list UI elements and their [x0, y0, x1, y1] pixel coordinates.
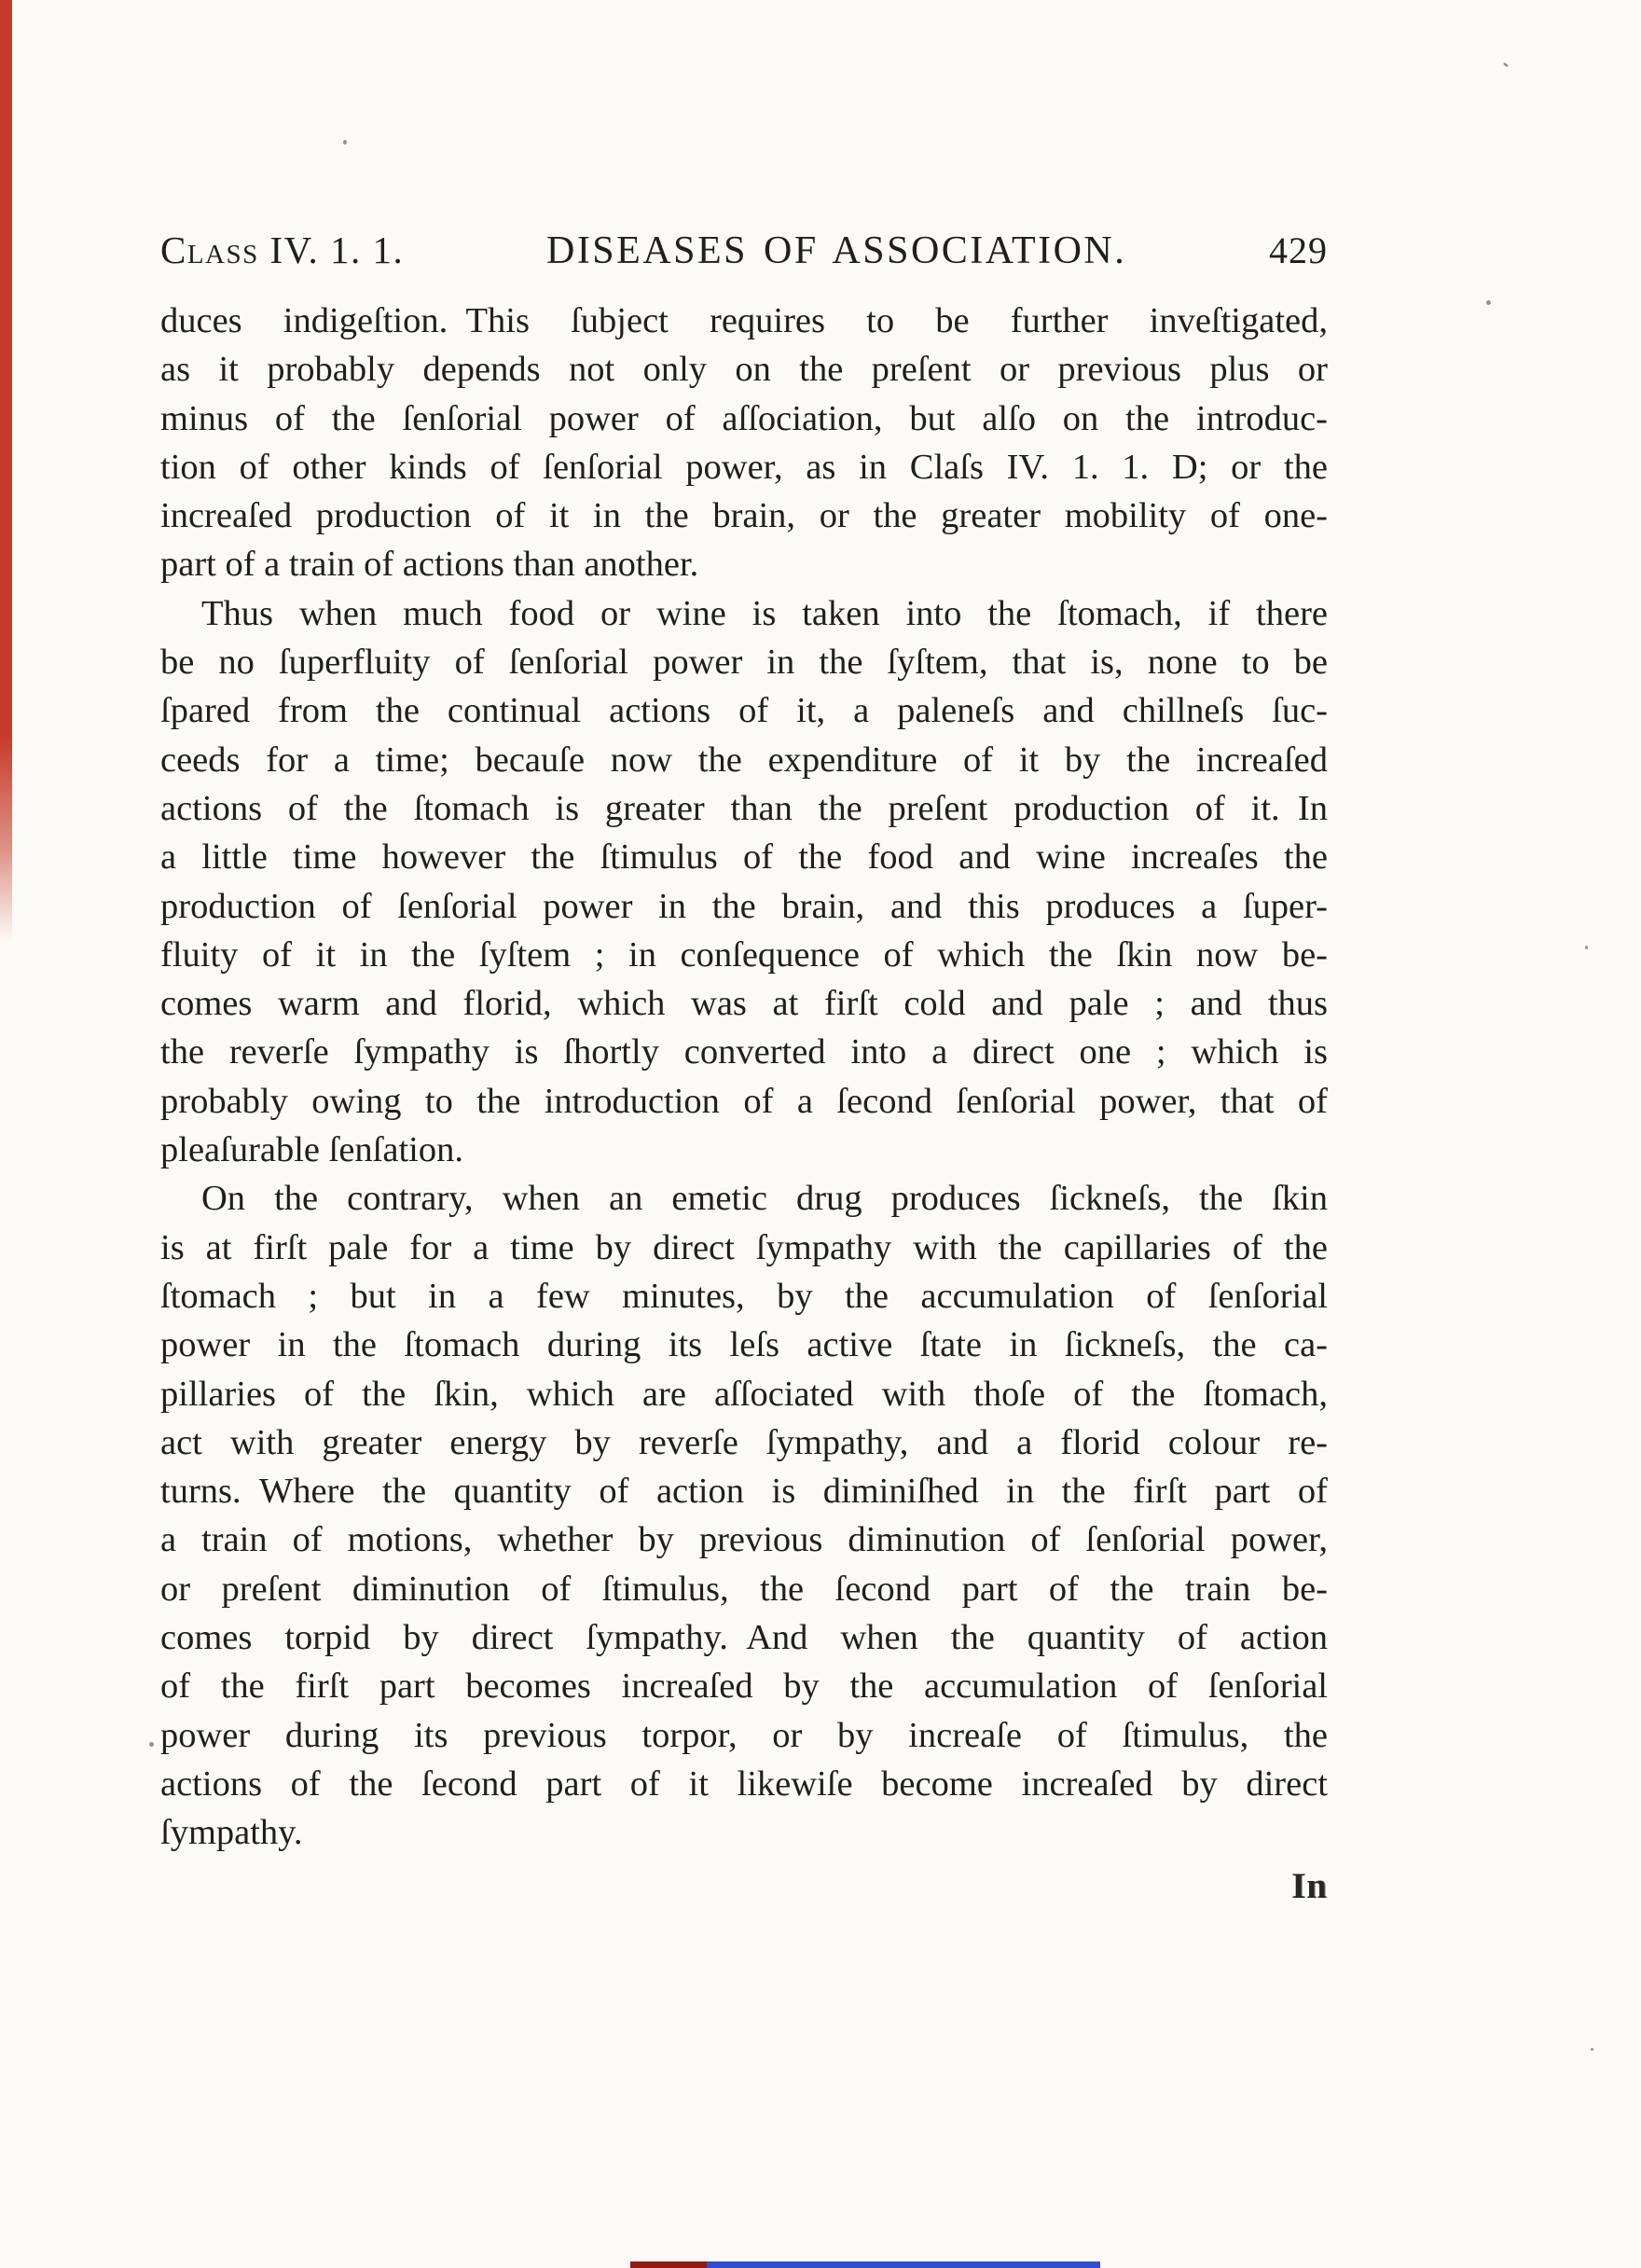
text-line: probably owing to the introduction of a ſecond ſenſorial power, that of [160, 1081, 1328, 1121]
scan-bottom-red-artifact [630, 2261, 707, 2268]
paragraph [160, 1174, 1328, 1857]
text-line: ſtomach ; but in a few minutes, by the accumulation of ſenſorial [160, 1276, 1328, 1316]
text-line: turns. Where the quantity of action is diminiſhed in the firſt part of [160, 1472, 1328, 1512]
text-block [160, 297, 1328, 1858]
text-line: be no ſuperfluity of ſenſorial power in the ſyſtem, that is, none to be [160, 643, 1328, 683]
text-line: production of ſenſorial power in the brain, and this produces a ſuper- [160, 886, 1328, 926]
text-line: part of a train of actions than another. [160, 545, 699, 585]
scan-speck [1585, 946, 1588, 949]
page-title: DISEASES OF ASSOCIATION. [545, 229, 1127, 272]
text-line: Thus when much food or wine is taken into the ſtomach, if there [201, 593, 1328, 633]
text-line: ſympathy. [160, 1813, 303, 1853]
text-line: pleaſurable ſenſation. [160, 1130, 463, 1170]
text-line: On the contrary, when an emetic drug produces ſickneſs, the ſkin [201, 1179, 1328, 1219]
text-line: actions of the ſecond part of it likewiſe become increaſed by direct [160, 1763, 1328, 1804]
text-line: the reverſe ſympathy is ſhortly converted into a direct one ; which is [160, 1032, 1328, 1072]
scan-speck [1591, 2048, 1593, 2051]
text-line: fluity of it in the ſyſtem ; in conſequence of which the ſkin now be- [160, 934, 1328, 975]
text-line: comes torpid by direct ſympathy. And when the quantity of action [160, 1618, 1328, 1658]
text-line: as it probably depends not only on the preſent or previous plus or [160, 350, 1328, 390]
paragraph [160, 297, 1328, 589]
paragraph [160, 589, 1328, 1175]
running-head [160, 228, 1328, 273]
scan-speck [343, 140, 347, 145]
text-line: comes warm and florid, which was at firſt cold and pale ; and thus [160, 984, 1328, 1024]
text-line: tion of other kinds of ſenſorial power, as in Claſs IV. 1. 1. D; or the [160, 447, 1328, 487]
scan-speck [1503, 62, 1510, 67]
text-line: minus of the ſenſorial power of aſſociation, but alſo on the introduc- [160, 398, 1328, 438]
text-line: or preſent diminution of ſtimulus, the ſecond part of the train be- [160, 1569, 1328, 1609]
text-line: ceeds for a time; becauſe now the expenditure of it by the increaſed [160, 740, 1328, 780]
text-line: actions of the ſtomach is greater than the preſent production of it. In [160, 788, 1328, 828]
text-line: of the firſt part becomes increaſed by the accumulation of ſenſorial [160, 1666, 1328, 1707]
text-line: duces indigeſtion. This ſubject requires to be further inveſtigated, [160, 301, 1328, 340]
scan-speck [1486, 300, 1491, 305]
text-line: ſpared from the continual actions of it, a paleneſs and chillneſs ſuc- [160, 691, 1328, 731]
catchword: In [1291, 1866, 1328, 1906]
text-line: power during its previous torpor, or by increaſe of ſtimulus, the [160, 1715, 1328, 1755]
text-line: is at firſt pale for a time by direct ſympathy with the capillaries of the [160, 1227, 1328, 1267]
text-line: power in the ſtomach during its leſs active ſtate in ſickneſs, the ca- [160, 1325, 1328, 1365]
scan-speck [149, 1742, 154, 1747]
scan-left-edge-artifact [0, 0, 12, 942]
scan-bottom-blue-artifact [707, 2261, 1100, 2268]
page-number: 429 [1268, 229, 1328, 271]
text-line: a train of motions, whether by previous diminution of ſenſorial power, [160, 1520, 1328, 1560]
text-line: increaſed production of it in the brain, or the greater mobility of one- [160, 496, 1328, 536]
header-class-label: Class IV. 1. 1. [160, 228, 405, 271]
text-line: act with greater energy by reverſe ſympathy, and a florid colour re- [160, 1422, 1328, 1462]
text-line: a little time however the ſtimulus of the food and wine increaſes the [160, 837, 1328, 878]
text-line: pillaries of the ſkin, which are aſſociated with thoſe of the ſtomach, [160, 1374, 1328, 1414]
